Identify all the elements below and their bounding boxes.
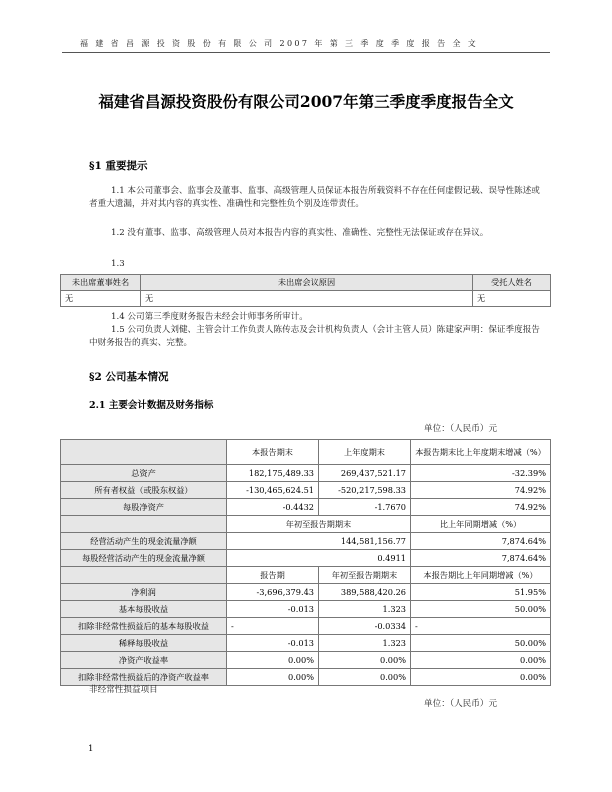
table-cell: -3,696,379.43 [227, 584, 319, 601]
header-cell: 比上年同期增减（%） [411, 516, 551, 533]
subsection-2-1-heading: 2.1 主要会计数据及财务指标 [89, 400, 214, 411]
header-cell: 本报告期末比上年度期末增减（%） [411, 440, 551, 465]
document-title: 福建省昌源投资股份有限公司2007年第三季度季度报告全文 [98, 92, 514, 111]
table-cell: 7,874.64% [411, 550, 551, 567]
table-cell: - [411, 618, 551, 635]
table-cell: - [227, 618, 319, 635]
header-cell: 报告期 [227, 567, 319, 584]
table-row [61, 533, 551, 550]
table-header-row [61, 440, 551, 465]
header-cell: 未出席董事姓名 [61, 275, 141, 291]
table-cell: 0.00% [319, 652, 411, 669]
header-cell: 年初至报告期期末 [319, 567, 411, 584]
table-cell: 0.00% [227, 652, 319, 669]
table-cell: -32.39% [411, 465, 551, 482]
table-cell: 269,437,521.17 [319, 465, 411, 482]
table-cell: 0.00% [411, 652, 551, 669]
header-cell [61, 567, 227, 584]
table-cell: -520,217,598.33 [319, 482, 411, 499]
nonrecurring-items-label: 非经常性损益项目 [89, 685, 158, 695]
row-label: 扣除非经常性损益后的基本每股收益 [61, 618, 227, 635]
table-cell: 无 [473, 291, 551, 307]
table-cell: 182,175,489.33 [227, 465, 319, 482]
table-row [61, 635, 551, 652]
table-cell: 0.00% [411, 669, 551, 686]
row-label: 稀释每股收益 [61, 635, 227, 652]
table-row [61, 465, 551, 482]
table-row [61, 601, 551, 618]
row-label: 经营活动产生的现金流量净额 [61, 533, 227, 550]
table-row [61, 482, 551, 499]
row-label: 基本每股收益 [61, 601, 227, 618]
table-row [61, 584, 551, 601]
table-cell: 50.00% [411, 601, 551, 618]
table-row [61, 618, 551, 635]
section-2-heading: §2 公司基本情况 [89, 371, 169, 383]
table-row [61, 652, 551, 669]
table-cell: 0.00% [227, 669, 319, 686]
table-cell: -0.4432 [227, 499, 319, 516]
table-cell: 0.4911 [227, 550, 411, 567]
table-header-row [61, 275, 551, 291]
table-cell: 无 [141, 291, 473, 307]
table-row [61, 499, 551, 516]
section-1-heading: §1 重要提示 [89, 160, 148, 172]
row-label: 所有者权益（或股东权益） [61, 482, 227, 499]
financial-indicators-table [60, 439, 551, 686]
running-header: 福 建 省 昌 源 投 资 股 份 有 限 公 司 2007 年 第 三 季 度 季 度 报 告 全 文 [80, 39, 479, 48]
table-cell: 74.92% [411, 482, 551, 499]
header-cell [61, 440, 227, 465]
table-cell: -1.7670 [319, 499, 411, 516]
header-cell: 本报告期末 [227, 440, 319, 465]
table-cell: 1.323 [319, 635, 411, 652]
header-divider [62, 52, 550, 53]
paragraph-1-5: 1.5 公司负责人刘健、主管会计工作负责人陈传志及会计机构负责人（会计主管人员）陈建家声明：保证季度报告中财务报告的真实、完整。 [89, 325, 540, 348]
row-label: 每股净资产 [61, 499, 227, 516]
table-cell: 51.95% [411, 584, 551, 601]
table-header-row [61, 516, 551, 533]
table-cell: -0.0334 [319, 618, 411, 635]
table-cell: 7,874.64% [411, 533, 551, 550]
table-cell: 389,588,420.26 [319, 584, 411, 601]
row-label: 总资产 [61, 465, 227, 482]
table-cell: 无 [61, 291, 141, 307]
header-cell: 未出席会议原因 [141, 275, 473, 291]
unit-label-2: 单位：（人民币）元 [424, 699, 498, 709]
table-cell: 0.00% [319, 669, 411, 686]
table-cell: -130,465,624.51 [227, 482, 319, 499]
table-header-row [61, 567, 551, 584]
table-cell: 74.92% [411, 499, 551, 516]
table-row [61, 550, 551, 567]
table-cell: 1.323 [319, 601, 411, 618]
row-label: 扣除非经常性损益后的净资产收益率 [61, 669, 227, 686]
header-cell [61, 516, 227, 533]
header-cell: 受托人姓名 [473, 275, 551, 291]
header-cell: 上年度期末 [319, 440, 411, 465]
unit-label: 单位：（人民币）元 [424, 424, 498, 434]
header-cell: 本报告期比上年同期增减（%） [411, 567, 551, 584]
paragraph-1-1: 1.1 本公司董事会、监事会及董事、监事、高级管理人员保证本报告所载资料不存在任何虚假记载、误导性陈述或者重大遗漏，并对其内容的真实性、准确性和完整性负个别及连带责任。 [89, 186, 540, 209]
page-number: 1 [88, 744, 94, 754]
header-cell: 年初至报告期期末 [227, 516, 411, 533]
paragraph-1-2: 1.2 没有董事、监事、高级管理人员对本报告内容的真实性、准确性、完整性无法保证或存在异议。 [111, 228, 489, 238]
paragraph-1-3: 1.3 [111, 259, 125, 269]
absent-directors-table [60, 274, 551, 307]
row-label: 净资产收益率 [61, 652, 227, 669]
table-cell: 50.00% [411, 635, 551, 652]
table-row [61, 291, 551, 307]
table-cell: 144,581,156.77 [227, 533, 411, 550]
table-cell: -0.013 [227, 601, 319, 618]
row-label: 每股经营活动产生的现金流量净额 [61, 550, 227, 567]
table-cell: -0.013 [227, 635, 319, 652]
row-label: 净利润 [61, 584, 227, 601]
paragraph-1-4: 1.4 公司第三季度财务报告未经会计师事务所审计。 [111, 312, 308, 322]
